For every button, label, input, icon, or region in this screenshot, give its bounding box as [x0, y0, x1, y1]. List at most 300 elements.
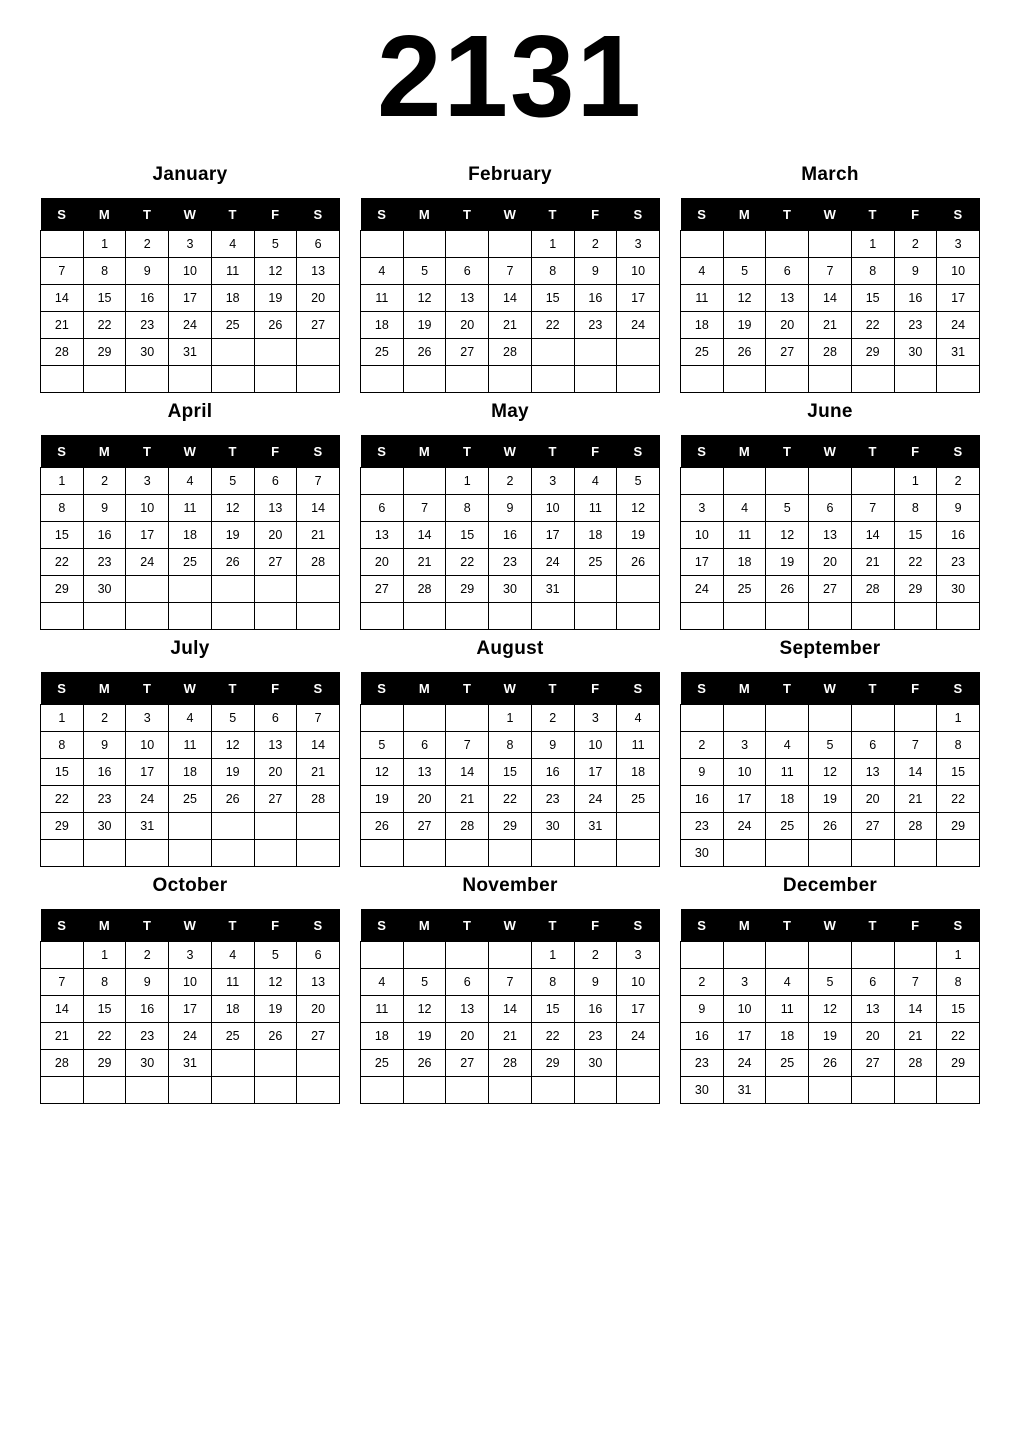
- day-cell[interactable]: 25: [723, 576, 766, 603]
- day-cell[interactable]: 4: [723, 495, 766, 522]
- day-cell[interactable]: 21: [41, 312, 84, 339]
- day-cell[interactable]: 6: [254, 468, 297, 495]
- day-cell[interactable]: 29: [851, 339, 894, 366]
- day-cell[interactable]: 1: [446, 468, 489, 495]
- day-cell[interactable]: 19: [361, 786, 404, 813]
- day-cell[interactable]: 17: [681, 549, 724, 576]
- day-cell[interactable]: 23: [681, 1050, 724, 1077]
- day-cell[interactable]: 14: [809, 285, 852, 312]
- day-cell[interactable]: 2: [681, 732, 724, 759]
- day-cell[interactable]: 15: [41, 759, 84, 786]
- day-cell[interactable]: 4: [361, 258, 404, 285]
- day-cell[interactable]: 2: [83, 705, 126, 732]
- day-cell[interactable]: 9: [681, 996, 724, 1023]
- day-cell[interactable]: 19: [809, 1023, 852, 1050]
- day-cell[interactable]: 26: [403, 1050, 446, 1077]
- day-cell[interactable]: 23: [574, 312, 617, 339]
- day-cell[interactable]: 9: [681, 759, 724, 786]
- day-cell[interactable]: 15: [41, 522, 84, 549]
- day-cell[interactable]: 31: [937, 339, 980, 366]
- day-cell[interactable]: 2: [574, 942, 617, 969]
- day-cell[interactable]: 7: [894, 969, 937, 996]
- day-cell[interactable]: 22: [446, 549, 489, 576]
- day-cell[interactable]: 3: [723, 969, 766, 996]
- day-cell[interactable]: 3: [617, 942, 660, 969]
- day-cell[interactable]: 23: [489, 549, 532, 576]
- day-cell[interactable]: 21: [851, 549, 894, 576]
- day-cell[interactable]: 3: [169, 942, 212, 969]
- day-cell[interactable]: 18: [617, 759, 660, 786]
- day-cell[interactable]: 4: [169, 705, 212, 732]
- day-cell[interactable]: 30: [531, 813, 574, 840]
- day-cell[interactable]: 7: [297, 705, 340, 732]
- day-cell[interactable]: 29: [894, 576, 937, 603]
- day-cell[interactable]: 1: [531, 942, 574, 969]
- day-cell[interactable]: 5: [254, 231, 297, 258]
- day-cell[interactable]: 28: [489, 339, 532, 366]
- day-cell[interactable]: 2: [489, 468, 532, 495]
- day-cell[interactable]: 2: [126, 231, 169, 258]
- day-cell[interactable]: 29: [83, 1050, 126, 1077]
- day-cell[interactable]: 26: [211, 786, 254, 813]
- day-cell[interactable]: 1: [894, 468, 937, 495]
- day-cell[interactable]: 30: [126, 1050, 169, 1077]
- day-cell[interactable]: 18: [169, 759, 212, 786]
- day-cell[interactable]: 10: [723, 996, 766, 1023]
- day-cell[interactable]: 15: [83, 996, 126, 1023]
- day-cell[interactable]: 16: [126, 996, 169, 1023]
- day-cell[interactable]: 28: [41, 339, 84, 366]
- day-cell[interactable]: 14: [41, 285, 84, 312]
- day-cell[interactable]: 9: [574, 969, 617, 996]
- day-cell[interactable]: 21: [489, 312, 532, 339]
- day-cell[interactable]: 13: [297, 258, 340, 285]
- day-cell[interactable]: 8: [41, 495, 84, 522]
- day-cell[interactable]: 11: [766, 759, 809, 786]
- day-cell[interactable]: 30: [83, 576, 126, 603]
- day-cell[interactable]: 12: [361, 759, 404, 786]
- day-cell[interactable]: 12: [766, 522, 809, 549]
- day-cell[interactable]: 28: [894, 1050, 937, 1077]
- day-cell[interactable]: 15: [894, 522, 937, 549]
- day-cell[interactable]: 5: [809, 732, 852, 759]
- day-cell[interactable]: 3: [169, 231, 212, 258]
- day-cell[interactable]: 21: [894, 786, 937, 813]
- day-cell[interactable]: 26: [809, 813, 852, 840]
- day-cell[interactable]: 26: [766, 576, 809, 603]
- day-cell[interactable]: 14: [403, 522, 446, 549]
- day-cell[interactable]: 13: [851, 759, 894, 786]
- day-cell[interactable]: 10: [531, 495, 574, 522]
- day-cell[interactable]: 12: [617, 495, 660, 522]
- day-cell[interactable]: 30: [681, 1077, 724, 1104]
- day-cell[interactable]: 8: [851, 258, 894, 285]
- day-cell[interactable]: 29: [531, 1050, 574, 1077]
- day-cell[interactable]: 7: [809, 258, 852, 285]
- day-cell[interactable]: 16: [937, 522, 980, 549]
- day-cell[interactable]: 3: [723, 732, 766, 759]
- day-cell[interactable]: 6: [446, 258, 489, 285]
- day-cell[interactable]: 1: [937, 705, 980, 732]
- day-cell[interactable]: 16: [574, 996, 617, 1023]
- day-cell[interactable]: 15: [489, 759, 532, 786]
- day-cell[interactable]: 17: [169, 996, 212, 1023]
- day-cell[interactable]: 10: [126, 495, 169, 522]
- day-cell[interactable]: 4: [574, 468, 617, 495]
- day-cell[interactable]: 2: [83, 468, 126, 495]
- day-cell[interactable]: 12: [403, 285, 446, 312]
- day-cell[interactable]: 17: [531, 522, 574, 549]
- day-cell[interactable]: 13: [254, 495, 297, 522]
- day-cell[interactable]: 29: [937, 813, 980, 840]
- day-cell[interactable]: 25: [766, 1050, 809, 1077]
- day-cell[interactable]: 4: [617, 705, 660, 732]
- day-cell[interactable]: 20: [851, 786, 894, 813]
- day-cell[interactable]: 10: [126, 732, 169, 759]
- day-cell[interactable]: 16: [531, 759, 574, 786]
- day-cell[interactable]: 18: [766, 1023, 809, 1050]
- day-cell[interactable]: 6: [809, 495, 852, 522]
- day-cell[interactable]: 21: [809, 312, 852, 339]
- day-cell[interactable]: 14: [851, 522, 894, 549]
- day-cell[interactable]: 7: [894, 732, 937, 759]
- day-cell[interactable]: 25: [617, 786, 660, 813]
- day-cell[interactable]: 20: [361, 549, 404, 576]
- day-cell[interactable]: 24: [617, 312, 660, 339]
- day-cell[interactable]: 18: [574, 522, 617, 549]
- day-cell[interactable]: 19: [766, 549, 809, 576]
- day-cell[interactable]: 26: [211, 549, 254, 576]
- day-cell[interactable]: 3: [126, 705, 169, 732]
- day-cell[interactable]: 21: [403, 549, 446, 576]
- day-cell[interactable]: 20: [446, 312, 489, 339]
- day-cell[interactable]: 26: [809, 1050, 852, 1077]
- day-cell[interactable]: 23: [681, 813, 724, 840]
- day-cell[interactable]: 20: [297, 996, 340, 1023]
- day-cell[interactable]: 29: [41, 813, 84, 840]
- day-cell[interactable]: 17: [723, 1023, 766, 1050]
- day-cell[interactable]: 2: [574, 231, 617, 258]
- day-cell[interactable]: 17: [617, 996, 660, 1023]
- day-cell[interactable]: 4: [211, 231, 254, 258]
- day-cell[interactable]: 15: [83, 285, 126, 312]
- day-cell[interactable]: 22: [41, 786, 84, 813]
- day-cell[interactable]: 3: [574, 705, 617, 732]
- day-cell[interactable]: 19: [254, 996, 297, 1023]
- day-cell[interactable]: 13: [446, 996, 489, 1023]
- day-cell[interactable]: 21: [297, 522, 340, 549]
- day-cell[interactable]: 5: [361, 732, 404, 759]
- day-cell[interactable]: 3: [531, 468, 574, 495]
- day-cell[interactable]: 19: [211, 759, 254, 786]
- day-cell[interactable]: 11: [211, 969, 254, 996]
- day-cell[interactable]: 6: [361, 495, 404, 522]
- day-cell[interactable]: 11: [574, 495, 617, 522]
- day-cell[interactable]: 1: [41, 468, 84, 495]
- day-cell[interactable]: 31: [723, 1077, 766, 1104]
- day-cell[interactable]: 8: [937, 969, 980, 996]
- day-cell[interactable]: 4: [361, 969, 404, 996]
- day-cell[interactable]: 6: [851, 732, 894, 759]
- day-cell[interactable]: 28: [297, 549, 340, 576]
- day-cell[interactable]: 5: [809, 969, 852, 996]
- day-cell[interactable]: 5: [403, 258, 446, 285]
- day-cell[interactable]: 19: [211, 522, 254, 549]
- day-cell[interactable]: 17: [617, 285, 660, 312]
- day-cell[interactable]: 10: [169, 258, 212, 285]
- day-cell[interactable]: 16: [83, 759, 126, 786]
- day-cell[interactable]: 27: [766, 339, 809, 366]
- day-cell[interactable]: 7: [489, 969, 532, 996]
- day-cell[interactable]: 8: [83, 258, 126, 285]
- day-cell[interactable]: 23: [574, 1023, 617, 1050]
- day-cell[interactable]: 10: [681, 522, 724, 549]
- day-cell[interactable]: 11: [361, 996, 404, 1023]
- day-cell[interactable]: 26: [254, 312, 297, 339]
- day-cell[interactable]: 19: [403, 1023, 446, 1050]
- day-cell[interactable]: 30: [83, 813, 126, 840]
- day-cell[interactable]: 5: [211, 468, 254, 495]
- day-cell[interactable]: 14: [894, 759, 937, 786]
- day-cell[interactable]: 11: [681, 285, 724, 312]
- day-cell[interactable]: 12: [254, 969, 297, 996]
- day-cell[interactable]: 13: [403, 759, 446, 786]
- day-cell[interactable]: 28: [489, 1050, 532, 1077]
- day-cell[interactable]: 28: [446, 813, 489, 840]
- day-cell[interactable]: 5: [766, 495, 809, 522]
- day-cell[interactable]: 3: [126, 468, 169, 495]
- day-cell[interactable]: 24: [574, 786, 617, 813]
- day-cell[interactable]: 21: [446, 786, 489, 813]
- day-cell[interactable]: 24: [169, 1023, 212, 1050]
- day-cell[interactable]: 25: [361, 1050, 404, 1077]
- day-cell[interactable]: 15: [531, 996, 574, 1023]
- day-cell[interactable]: 27: [361, 576, 404, 603]
- day-cell[interactable]: 21: [489, 1023, 532, 1050]
- day-cell[interactable]: 25: [211, 1023, 254, 1050]
- day-cell[interactable]: 26: [723, 339, 766, 366]
- day-cell[interactable]: 21: [894, 1023, 937, 1050]
- day-cell[interactable]: 18: [361, 1023, 404, 1050]
- day-cell[interactable]: 14: [489, 996, 532, 1023]
- day-cell[interactable]: 2: [531, 705, 574, 732]
- day-cell[interactable]: 20: [809, 549, 852, 576]
- day-cell[interactable]: 22: [489, 786, 532, 813]
- day-cell[interactable]: 9: [126, 969, 169, 996]
- day-cell[interactable]: 10: [723, 759, 766, 786]
- day-cell[interactable]: 20: [254, 522, 297, 549]
- day-cell[interactable]: 7: [446, 732, 489, 759]
- day-cell[interactable]: 28: [851, 576, 894, 603]
- day-cell[interactable]: 27: [809, 576, 852, 603]
- day-cell[interactable]: 14: [446, 759, 489, 786]
- day-cell[interactable]: 8: [894, 495, 937, 522]
- day-cell[interactable]: 31: [574, 813, 617, 840]
- day-cell[interactable]: 24: [531, 549, 574, 576]
- day-cell[interactable]: 20: [766, 312, 809, 339]
- day-cell[interactable]: 5: [254, 942, 297, 969]
- day-cell[interactable]: 16: [574, 285, 617, 312]
- day-cell[interactable]: 24: [126, 549, 169, 576]
- day-cell[interactable]: 4: [766, 732, 809, 759]
- day-cell[interactable]: 17: [126, 759, 169, 786]
- day-cell[interactable]: 10: [617, 258, 660, 285]
- day-cell[interactable]: 30: [126, 339, 169, 366]
- day-cell[interactable]: 1: [83, 942, 126, 969]
- day-cell[interactable]: 11: [211, 258, 254, 285]
- day-cell[interactable]: 13: [361, 522, 404, 549]
- day-cell[interactable]: 12: [403, 996, 446, 1023]
- day-cell[interactable]: 8: [531, 258, 574, 285]
- day-cell[interactable]: 29: [83, 339, 126, 366]
- day-cell[interactable]: 15: [531, 285, 574, 312]
- day-cell[interactable]: 20: [403, 786, 446, 813]
- day-cell[interactable]: 23: [126, 1023, 169, 1050]
- day-cell[interactable]: 3: [681, 495, 724, 522]
- day-cell[interactable]: 13: [446, 285, 489, 312]
- day-cell[interactable]: 22: [531, 312, 574, 339]
- day-cell[interactable]: 10: [937, 258, 980, 285]
- day-cell[interactable]: 8: [531, 969, 574, 996]
- day-cell[interactable]: 6: [297, 231, 340, 258]
- day-cell[interactable]: 30: [937, 576, 980, 603]
- day-cell[interactable]: 1: [937, 942, 980, 969]
- day-cell[interactable]: 23: [126, 312, 169, 339]
- day-cell[interactable]: 23: [83, 549, 126, 576]
- day-cell[interactable]: 28: [403, 576, 446, 603]
- day-cell[interactable]: 11: [617, 732, 660, 759]
- day-cell[interactable]: 4: [766, 969, 809, 996]
- day-cell[interactable]: 12: [809, 996, 852, 1023]
- day-cell[interactable]: 1: [531, 231, 574, 258]
- day-cell[interactable]: 30: [681, 840, 724, 867]
- day-cell[interactable]: 27: [403, 813, 446, 840]
- day-cell[interactable]: 23: [83, 786, 126, 813]
- day-cell[interactable]: 12: [254, 258, 297, 285]
- day-cell[interactable]: 19: [254, 285, 297, 312]
- day-cell[interactable]: 21: [41, 1023, 84, 1050]
- day-cell[interactable]: 19: [403, 312, 446, 339]
- day-cell[interactable]: 9: [489, 495, 532, 522]
- day-cell[interactable]: 7: [41, 969, 84, 996]
- day-cell[interactable]: 18: [211, 996, 254, 1023]
- day-cell[interactable]: 14: [41, 996, 84, 1023]
- day-cell[interactable]: 25: [361, 339, 404, 366]
- day-cell[interactable]: 18: [169, 522, 212, 549]
- day-cell[interactable]: 26: [361, 813, 404, 840]
- day-cell[interactable]: 25: [169, 786, 212, 813]
- day-cell[interactable]: 11: [723, 522, 766, 549]
- day-cell[interactable]: 30: [489, 576, 532, 603]
- day-cell[interactable]: 4: [211, 942, 254, 969]
- day-cell[interactable]: 18: [211, 285, 254, 312]
- day-cell[interactable]: 5: [723, 258, 766, 285]
- day-cell[interactable]: 28: [809, 339, 852, 366]
- day-cell[interactable]: 17: [937, 285, 980, 312]
- day-cell[interactable]: 13: [766, 285, 809, 312]
- day-cell[interactable]: 24: [169, 312, 212, 339]
- day-cell[interactable]: 24: [126, 786, 169, 813]
- day-cell[interactable]: 12: [723, 285, 766, 312]
- day-cell[interactable]: 6: [766, 258, 809, 285]
- day-cell[interactable]: 16: [681, 1023, 724, 1050]
- day-cell[interactable]: 31: [531, 576, 574, 603]
- day-cell[interactable]: 3: [937, 231, 980, 258]
- day-cell[interactable]: 14: [297, 495, 340, 522]
- day-cell[interactable]: 17: [574, 759, 617, 786]
- day-cell[interactable]: 22: [937, 1023, 980, 1050]
- day-cell[interactable]: 10: [574, 732, 617, 759]
- day-cell[interactable]: 11: [169, 495, 212, 522]
- day-cell[interactable]: 20: [851, 1023, 894, 1050]
- day-cell[interactable]: 15: [446, 522, 489, 549]
- day-cell[interactable]: 8: [489, 732, 532, 759]
- day-cell[interactable]: 9: [574, 258, 617, 285]
- day-cell[interactable]: 16: [681, 786, 724, 813]
- day-cell[interactable]: 20: [446, 1023, 489, 1050]
- day-cell[interactable]: 12: [809, 759, 852, 786]
- day-cell[interactable]: 20: [254, 759, 297, 786]
- day-cell[interactable]: 9: [894, 258, 937, 285]
- day-cell[interactable]: 22: [851, 312, 894, 339]
- day-cell[interactable]: 23: [937, 549, 980, 576]
- day-cell[interactable]: 27: [446, 339, 489, 366]
- day-cell[interactable]: 2: [894, 231, 937, 258]
- day-cell[interactable]: 29: [937, 1050, 980, 1077]
- day-cell[interactable]: 24: [723, 813, 766, 840]
- day-cell[interactable]: 14: [894, 996, 937, 1023]
- day-cell[interactable]: 26: [403, 339, 446, 366]
- day-cell[interactable]: 24: [937, 312, 980, 339]
- day-cell[interactable]: 7: [489, 258, 532, 285]
- day-cell[interactable]: 24: [681, 576, 724, 603]
- day-cell[interactable]: 25: [766, 813, 809, 840]
- day-cell[interactable]: 4: [169, 468, 212, 495]
- day-cell[interactable]: 3: [617, 231, 660, 258]
- day-cell[interactable]: 22: [83, 312, 126, 339]
- day-cell[interactable]: 17: [169, 285, 212, 312]
- day-cell[interactable]: 31: [169, 1050, 212, 1077]
- day-cell[interactable]: 11: [361, 285, 404, 312]
- day-cell[interactable]: 16: [894, 285, 937, 312]
- day-cell[interactable]: 5: [617, 468, 660, 495]
- day-cell[interactable]: 14: [297, 732, 340, 759]
- day-cell[interactable]: 2: [681, 969, 724, 996]
- day-cell[interactable]: 11: [766, 996, 809, 1023]
- day-cell[interactable]: 1: [489, 705, 532, 732]
- day-cell[interactable]: 24: [723, 1050, 766, 1077]
- day-cell[interactable]: 8: [446, 495, 489, 522]
- day-cell[interactable]: 17: [126, 522, 169, 549]
- day-cell[interactable]: 7: [403, 495, 446, 522]
- day-cell[interactable]: 31: [169, 339, 212, 366]
- day-cell[interactable]: 16: [489, 522, 532, 549]
- day-cell[interactable]: 28: [297, 786, 340, 813]
- day-cell[interactable]: 6: [297, 942, 340, 969]
- day-cell[interactable]: 26: [254, 1023, 297, 1050]
- day-cell[interactable]: 19: [723, 312, 766, 339]
- day-cell[interactable]: 29: [41, 576, 84, 603]
- day-cell[interactable]: 1: [851, 231, 894, 258]
- day-cell[interactable]: 10: [169, 969, 212, 996]
- day-cell[interactable]: 25: [681, 339, 724, 366]
- day-cell[interactable]: 12: [211, 732, 254, 759]
- day-cell[interactable]: 22: [894, 549, 937, 576]
- day-cell[interactable]: 22: [531, 1023, 574, 1050]
- day-cell[interactable]: 9: [83, 495, 126, 522]
- day-cell[interactable]: 27: [254, 786, 297, 813]
- day-cell[interactable]: 6: [446, 969, 489, 996]
